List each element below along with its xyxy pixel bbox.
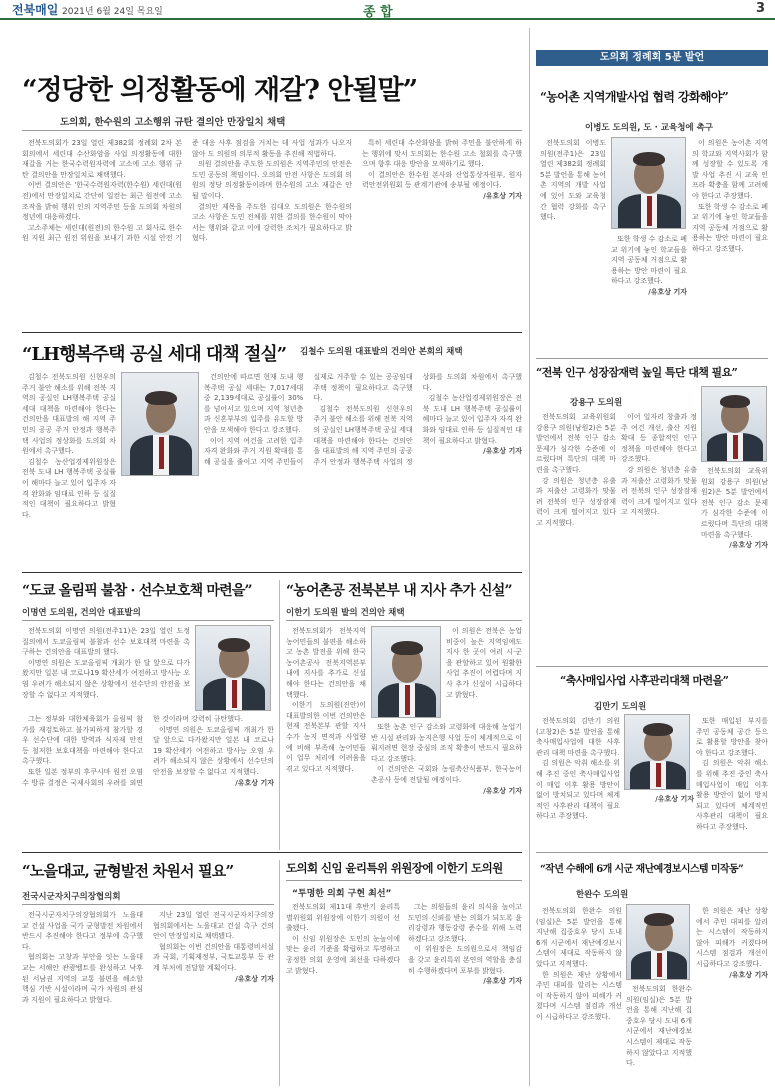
a3-a4-divider — [279, 580, 280, 850]
a3-para: 이명연 의원은 도쿄올림픽 개최가 한 달 앞으로 다가왔지만 일본 내 코로나19 확산세가 여전하고 방사능 오염 우려가 해소되지 않은 상황에서 선수단의 안전을 보장할 수 없다고 지적했다. — [22, 658, 190, 699]
s2-body-col1 — [536, 412, 616, 660]
s4-para: 한 의원은 재난 상황에서 주민 대피를 알리는 시스템이 작동하지 않아 피해가 커졌다며 시스템 점검과 개선이 시급하다고 강조했다. — [536, 970, 622, 1021]
a6-para: 전북도의회 제11대 후반기 윤리특별위원회 위원장에 이한기 의원이 선출됐다. — [286, 903, 400, 933]
section-title: 종 합 — [363, 5, 393, 20]
s1-para: 전북도의회 이병도 의원(전주1)은 23일 열린 제382회 정례회 5분 발언을 통해 농어촌 지역의 개발 사업에 있어 도와 교육청 간 협력 강화를 촉구했다. — [540, 139, 606, 222]
right-rule — [536, 666, 768, 667]
a1-para: 이번 결의안은 '한국수력원자력(한수원) 세린대(원전)에서 만장일치로 간단히 일컫는 최근 원전에 고소 조작을 밝혀 행위 인의 지역주민 등을 도의회 차원의 정년에 대응하겠다. — [22, 181, 182, 222]
a1-rule — [22, 130, 522, 131]
s1-speaker: 이병도 도의원, 도 · 교육청에 촉구 — [585, 123, 713, 133]
s2-para: 강 의원은 청년층 유출과 저출산 고령화가 맞물려 전북의 인구 성장잠재력이 크게 떨어지고 있다고 지적했다. — [621, 465, 697, 517]
main-divider — [529, 28, 530, 1086]
s3-para: 전북도의회 김만기 의원(고창2)은 5분 발언을 통해 축사매입사업에 대한 사후관리 대책 마련을 촉구했다. — [536, 717, 620, 757]
s3-speaker: 김만기 도의원 — [594, 702, 647, 712]
a6-para: 이 신임 위원장은 도민의 눈높이에 맞는 윤리 기준을 확립하고 투명하고 공정한 의회 운영에 최선을 다하겠다고 밝혔다. — [286, 934, 400, 975]
a5-para: 전국시군자치구의장협의회가 노을대교 건설 사업을 국가 균형발전 차원에서 반드시 추진해야 한다고 정부에 촉구했다. — [22, 911, 143, 951]
issue-date: 2021년 6월 24일 목요일 — [62, 7, 163, 17]
right-rule — [536, 852, 768, 853]
a4-para: 전북도의회가 전북지역 농어민들의 불편을 해소하고 농촌 발전을 위해 한국농어촌공사 전북지역본부 내에 지사를 추가로 신설해야 한다는 건의안을 채택했다. — [286, 627, 366, 699]
a3-subhead: 이명연 도의원, 건의안 대표발의 — [22, 608, 141, 618]
section-rule — [22, 332, 522, 333]
s2-reporter: /유호상 기자 — [729, 541, 768, 550]
a5-a6-divider — [279, 860, 280, 1086]
s2-speaker: 강용구 도의원 — [570, 398, 623, 408]
s1-para: 이 의원은 농어촌 지역의 학교와 지역사회가 함께 성장할 수 있도록 개발 사업 추진 시 교육 인프라 확충을 함께 고려해야 한다고 주장했다. — [692, 139, 768, 200]
s2-para: 전북도의회 교육위원회 강용구 의원(남원2)은 5분 발언에서 전북 인구 감소 문제가 심각한 수준에 이르렀다며 특단의 대책 마련을 촉구했다. — [536, 413, 616, 474]
right-banner: 도의회 정례회 5분 발언 — [536, 50, 768, 66]
a6-para: 그는 의원들의 윤리 의식을 높이고 도민의 신뢰를 받는 의회가 되도록 윤리강령과 행동강령 준수를 위해 노력하겠다고 강조했다. — [408, 903, 522, 943]
a6-body — [286, 902, 522, 1086]
page-number: 3 — [756, 1, 766, 16]
a2-subhead: 김철수 도의원 대표발의 건의안 본회의 채택 — [300, 347, 463, 357]
s4-photo — [626, 904, 690, 980]
s3-para: 또한 매입된 부지를 주민 공동체 공간 등으로 활용할 방안을 찾아야 한다고 강조했다. — [696, 717, 768, 757]
a4-para: 이 의원은 전북은 농업 비중이 높은 지역임에도 지사 한 곳이 여러 시·군을 관할하고 있어 원활한 사업 추진이 어렵다며 지사 추가 신설이 시급하다고 밝혔다. — [446, 627, 522, 699]
paper-name: 전북매일 — [12, 3, 59, 17]
s1-photo — [611, 137, 686, 229]
a5-subhead: 전국시군자치구의장협의회 — [22, 892, 121, 902]
a2-para: 김철수 전북도의원 신현우의 주거 불안 해소를 위해 전북 지역의 공실인 LH행복주택 공실 세대 대책을 마련해야 한다는 건의안을 대표발의 해 지역 주민의 공공 주거 안정과 행복주택 사업의 정상화를 도의회 차원에서 촉구했다. — [313, 373, 522, 466]
s1-para: 또한 학생 수 감소로 폐교 위기에 놓인 학교들을 지역 공동체 거점으로 활용하는 방안 마련이 필요하다고 강조했다. — [611, 235, 687, 286]
a4-subhead: 이한기 도의원 발의 건의안 채택 — [286, 608, 405, 618]
s3-body-col1 — [536, 716, 620, 846]
s4-body-col3 — [696, 906, 768, 1086]
a4-body-col3 — [446, 626, 522, 718]
a2-headline: “LH행복주택 공실 세대 대책 절실” — [22, 344, 287, 365]
a5-reporter: /유호상 기자 — [235, 974, 274, 983]
s2-headline: “전북 인구 성장잠재력 높일 특단 대책 필요” — [536, 366, 738, 379]
a4-rule — [286, 620, 522, 621]
a6-headline: 도의회 신임 윤리특위 위원장에 이한기 도의원 — [286, 861, 503, 875]
a3-para: 전북도의회 이명연 의원(전주11)은 23일 열린 도정질의에서 도쿄올림픽 불참과 선수 보호대책 마련을 촉구하는 건의안을 대표발의 했다. — [22, 627, 190, 657]
s3-body-col2 — [624, 794, 694, 846]
section-rule — [22, 572, 522, 573]
a3-para: 또한 일본 정부의 후쿠시마 원전 오염수 방류 결정은 국제사회의 우려를 외면한 것이라며 강력히 규탄했다. — [22, 715, 244, 787]
a6-para: 이 위원장은 도의원으로서 책임감을 갖고 윤리특위 본연의 역할을 충실히 수행하겠다며 포부를 밝혔다. — [408, 945, 522, 975]
s4-para: 한 의원은 재난 상황에서 주민 대피를 알리는 시스템이 작동하지 않아 피해가 커졌다며 시스템 점검과 개선이 시급하다고 강조했다. — [696, 907, 768, 968]
s1-body-col2 — [611, 234, 687, 344]
s2-body-col3 — [701, 466, 768, 660]
s4-para: 전북도의회 한완수 의원(임실)은 5분 발언을 통해 지난해 집중호우 당시 도내 6개 시군에서 재난예경보시스템이 제대로 작동하지 않았다고 지적했다. — [536, 907, 622, 968]
a4-para: 또한 농촌 인구 감소와 고령화에 대응해 농업기반 시설 관리와 농지은행 사업 등이 체계적으로 이뤄지려면 현장 중심의 조직 확충이 반드시 필요하다고 강조했다. — [371, 723, 522, 763]
a4-headline: “농어촌공 전북본부 내 지사 추가 신설” — [286, 583, 512, 599]
a2-para: 이어 지역 여건을 고려한 입주 자격 완화와 주거 지원 확대를 통해 공실을 줄이고 지역 주민들이 실제로 거주할 수 있는 공공임대주택 정책이 필요하다고 촉구했다. — [204, 373, 413, 466]
a5-body — [22, 910, 274, 1086]
a1-para: 고소주체는 세린대(원전)의 한수원 고 회사로 한수원 지원 최근 원전 위원을 보내기 과한 시설 안전 기준 대응 사후 점검을 거치는 데 사업 성과가 나오지 않아 도 의원의 의무적 활동을 추진해 적법하다. — [22, 139, 352, 243]
a2-para: 건의안에 따르면 현재 도내 행복주택 공실 세대는 7,017세대 중 2,139세대로 공실률이 30%를 넘어서고 있으며 지역 청년층과 신혼부부의 입주를 유도할 방안을 모색해야 한다고 강조했다. — [204, 373, 304, 434]
s4-para: 전북도의회 한완수 의원(임실)은 5분 발언을 통해 지난해 집중호우 당시 도내 6개 시군에서 재난예경보시스템이 제대로 작동하지 않았다고 지적했다. — [626, 985, 692, 1068]
s1-headline: “농어촌 지역개발사업 협력 강화해야” — [540, 90, 729, 104]
a4-body-col1 — [286, 626, 366, 846]
a4-photo — [371, 626, 441, 718]
a2-para: 김철수 농산업경제위원장은 전북 도내 LH 행복주택 공실률이 해마다 늘고 있어 입주자 자격 완화와 임대료 인하 등 실질적인 대책이 필요하다고 밝혔다. — [422, 394, 522, 445]
a3-photo — [195, 625, 271, 711]
a1-headline: “정당한 의정활동에 재갈? 안될말” — [22, 75, 418, 106]
a5-headline: “노을대교, 균형발전 차원서 필요” — [22, 862, 234, 880]
a5-rule — [22, 904, 274, 905]
a5-para: 협의회는 이번 건의안을 대통령비서실과 국회, 기획재정부, 국토교통부 등 관계 부처에 전달할 계획이다. — [153, 942, 274, 972]
a1-para: 결의안 제목을 주도한 김대오 도의원은 한수원의 고소 사항은 도민 전체를 위한 결의를 한수원이 막아서는 행위와 같고 이에 강력한 조치가 필요하다고 밝혔다. — [192, 202, 352, 243]
s2-para: 이어 일자리 창출과 정주 여건 개선, 출산 지원 확대 등 종합적인 인구 정책을 마련해야 한다고 강조했다. — [621, 413, 697, 464]
section-rule — [22, 852, 522, 853]
a3-body-bottom — [22, 714, 274, 846]
s2-photo — [701, 386, 767, 462]
s4-body-col2 — [626, 984, 692, 1086]
a4-para: 이한기 도의원(진안)이 대표발의한 이번 건의안은 현재 전북본부 관할 지사 수가 농지 면적과 사업량에 비해 부족해 농어민들이 업무 처리에 어려움을 겪고 있다고 지적했다. — [286, 701, 366, 773]
s1-para: 또한 학생 수 감소로 폐교 위기에 놓인 학교들을 지역 공동체 거점으로 활용하는 방안 마련이 필요하다고 강조했다. — [692, 202, 768, 253]
a2-para: 김철수 전북도의원 신현우의 주거 불안 해소를 위해 전북 지역의 공실인 LH행복주택 공실 세대 대책을 마련해야 한다는 건의안을 대표발의 해 지역 주민의 공공 주거 안정과 행복주택 사업의 정상화를 도의회 차원에서 촉구했다. — [22, 373, 116, 456]
a2-reporter: /유호상 기자 — [483, 447, 522, 456]
a2-body-col1 — [22, 372, 116, 562]
a3-para: 이명연 의원은 도쿄올림픽 개최가 한 달 앞으로 다가왔지만 일본 내 코로나19 확산세가 여전하고 방사능 오염 우려가 해소되지 않은 상황에서 선수단의 안전을 보장할 수 없다고 지적했다. — [153, 725, 274, 776]
a2-para: 김철수 농산업경제위원장은 전북 도내 LH 행복주택 공실률이 해마다 늘고 있어 입주자 자격 완화와 임대료 인하 등 실질적인 대책이 필요하다고 밝혔다. — [22, 457, 116, 519]
s2-body-col2 — [621, 412, 697, 660]
a4-reporter: /유호상 기자 — [483, 786, 522, 795]
s3-headline: “축사매입사업 사후관리대책 마련을” — [560, 674, 729, 687]
s4-reporter: /유호상 기자 — [729, 970, 768, 979]
a4-para: 이 건의안은 국회와 농림축산식품부, 한국농어촌공사 등에 전달될 예정이다. — [371, 765, 522, 784]
a1-para: 전북도의회가 23일 열린 제382회 정례회 2차 본회의에서 세린대 수산화암을 사업 의정활동에 대한 재갈을 거는 한국수력원자력에 고소에 고소 행위 규탄 결의안을 만장일치로 채택했다. — [22, 139, 182, 179]
masthead — [0, 0, 775, 20]
s4-speaker: 한완수 도의원 — [576, 890, 629, 900]
a1-body — [22, 138, 522, 328]
s4-headline: “작년 수해에 6개 시군 재난예경보시스템 미작동” — [540, 864, 744, 875]
a3-rule — [22, 620, 274, 621]
a1-para: 특히 세린대 수산화암을 밝혀 주민을 불안하게 하는 행위에 맞서 도의회는 한수원 고소 철회를 촉구했으며 향후 대응 방안을 모색하기로 했다. — [362, 139, 522, 169]
s1-body-col3 — [692, 138, 768, 338]
s2-para: 강 의원은 청년층 유출과 저출산 고령화가 맞물려 전북의 인구 성장잠재력이 크게 떨어지고 있다고 지적했다. — [536, 476, 616, 527]
a2-body-col2 — [204, 372, 522, 562]
a6-rule — [286, 880, 522, 881]
a3-body-top — [22, 626, 190, 712]
a5-para: 지난 23일 열린 전국시군자치구의장협의회에서는 노을대교 건설 촉구 건의안이 만장일치로 채택됐다. — [153, 911, 274, 941]
s3-body-col3 — [696, 716, 768, 846]
s3-reporter: /유호상 기자 — [655, 795, 694, 803]
a3-para: 그는 정부와 대한체육회가 올림픽 참가를 재검토하고 불가피하게 참가할 경우 선수단에 대한 방역과 식자재 안전 등 철저한 보호대책을 마련해야 한다고 촉구했다. — [22, 715, 143, 766]
s1-reporter: /유호상 기자 — [648, 287, 687, 296]
s3-para: 김 의원은 악취 해소를 위해 추진 중인 축사매입사업이 매입 이후 활용 방안이 없어 방치되고 있다며 체계적인 사후관리 대책이 필요하다고 주장했다. — [696, 759, 768, 831]
right-rule — [536, 358, 768, 359]
a1-reporter: /유호상 기자 — [483, 191, 522, 200]
a5-para: 협의회는 고창과 부안을 잇는 노을대교는 서해안 관광벨트를 완성하고 낙후된 서남권 지역의 교통 불편을 해소할 핵심 기반 시설이라며 국가 차원의 관심과 지원이 필요하다고 밝혔다. — [22, 953, 143, 1004]
a6-title2: “투명한 의회 구현 최선” — [292, 889, 392, 899]
s3-para: 김 의원은 악취 해소를 위해 추진 중인 축사매입사업이 매입 이후 활용 방안이 없어 방치되고 있다며 체계적인 사후관리 대책이 필요하다고 주장했다. — [536, 759, 620, 821]
a3-reporter: /유호상 기자 — [235, 778, 274, 787]
a4-body-bottom — [371, 722, 522, 846]
a3-headline: “도쿄 올림픽 불참 · 선수보호책 마련을” — [22, 583, 252, 599]
a1-para: 이 결의안은 한수원 본사와 산업통상자원부, 원자력안전위원회 등 관계기관에 송부될 예정이다. — [362, 170, 522, 190]
s3-photo — [624, 714, 690, 790]
a1-subhead: 도의회, 한수원의 고소행위 규탄 결의안 만장일치 채택 — [60, 117, 286, 128]
s4-body-col1 — [536, 906, 622, 1086]
a1-para: 의원 결의안을 주도한 도의원은 지역주민의 안전은 도민 공동의 책임이다. 오의회 안전 사항은 도의회 의원의 정당 의정활동이라며 한수원의 고소 재갈은 안 될 말이다. — [192, 160, 352, 200]
s1-body-col1 — [540, 138, 606, 338]
a6-reporter: /유호상 기자 — [483, 977, 522, 986]
s2-para: 전북도의회 교육위원회 강용구 의원(남원2)은 5분 발언에서 전북 인구 감소 문제가 심각한 수준에 이르렀다며 특단의 대책 마련을 촉구했다. — [701, 467, 768, 539]
a2-photo — [121, 372, 199, 476]
